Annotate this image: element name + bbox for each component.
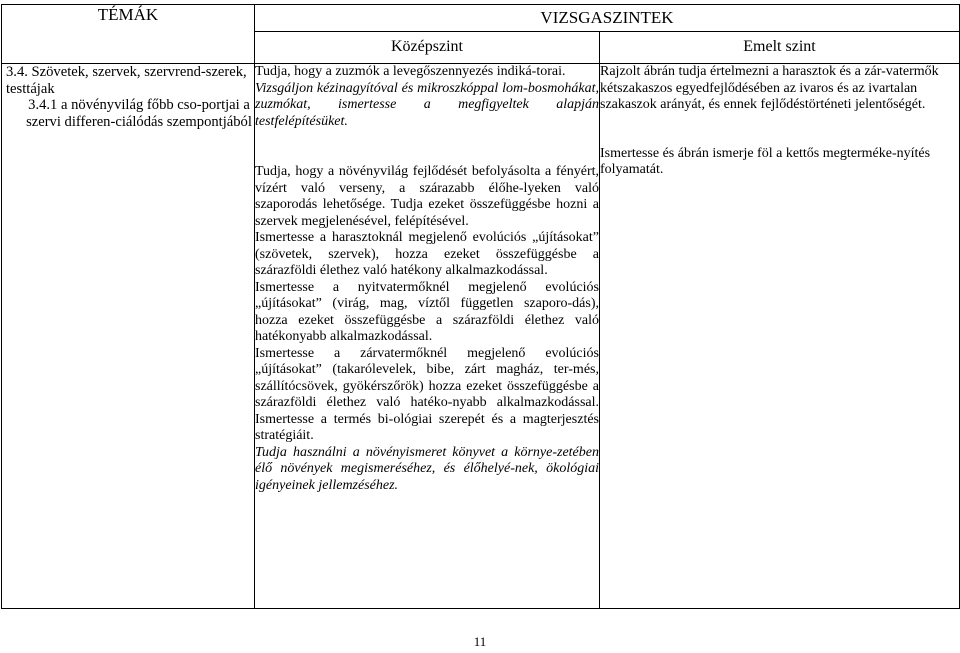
advanced-level-requirements — [600, 64, 960, 609]
topic-subtitle: 3.4.1 a növényvilág főbb cso-portjai a szervi differen-ciálódás szempontjából — [26, 97, 252, 130]
topics-header: TÉMÁK — [2, 5, 255, 64]
adv-paragraph-1: Rajzolt ábrán tudja értelmezni a harasztok és a zár-vatermők kétszakaszos egyedfejlődésében az ivaros és az ivartalan szakaszok arányát, és ennek fejlődéstörténeti jelentőségét. — [600, 64, 939, 112]
mid-paragraph-4: Ismertesse a harasztoknál megjelenő evolúciós „újításokat” (szövetek, szervek), hozza ezeket összefüggésbe a szárazföldi élethez való hatékony alkalmazkodással. — [255, 230, 599, 278]
mid-level-requirements — [255, 64, 600, 609]
mid-level-header: Középszint — [255, 32, 600, 64]
mid-paragraph-2: Vizsgáljon kézinagyítóval és mikroszkóppal lom-bosmohákat, zuzmókat, ismertesse a megfigyeltek alapján testfelépítésüket. — [255, 80, 599, 129]
page-number: 11 — [473, 634, 487, 649]
mid-paragraph-5: Ismertesse a nyitvatermőknél megjelenő evolúciós „újításokat” (virág, mag, víztől független szaporo-dás), hozza ezeket összefüggésbe a szárazföldi élethez való hatékonyabb alkalmazkodással. — [255, 279, 599, 344]
mid-paragraph-7: Tudja használni a növényismeret könyvet a környe-zetében élő növények megismeréséhez, és élőhelyé-nek, ökológiai igényeinek jellemzéséhez. — [255, 444, 599, 493]
requirements-table — [1, 4, 960, 609]
mid-paragraph-1: Tudja, hogy a zuzmók a levegőszennyezés indiká-torai. — [255, 64, 566, 79]
adv-paragraph-2: Ismertesse és ábrán ismerje föl a kettős megterméke-nyítés folyamatát. — [600, 145, 931, 177]
topic-cell — [2, 64, 255, 609]
advanced-level-header: Emelt szint — [600, 32, 960, 64]
exam-levels-header: VIZSGASZINTEK — [255, 5, 960, 32]
topic-main-title: 3.4. Szövetek, szervek, szervrend-szerek, testtájak — [6, 64, 247, 97]
mid-paragraph-3: Tudja, hogy a növényvilág fejlődését befolyásolta a fényért, vízért való verseny, a szárazabb élőhe-lyeken való szaporodás lehetősége. Tudja ezeket összefüggésbe hozni a szervek megjelenésével, felépítésével. — [255, 164, 599, 229]
mid-paragraph-6: Ismertesse a zárvatermőknél megjelenő evolúciós „újításokat” (takarólevelek, bibe, zárt magház, ter-més, szállítócsövek, gyökérszőrök) hozza ezeket összefüggésbe a szárazföldi élethez való hatéko-nyabb alkalmazkodással. Ismertesse a termés bi-ológiai szerepét és a magterjesztés stratégiáit. — [255, 345, 599, 443]
